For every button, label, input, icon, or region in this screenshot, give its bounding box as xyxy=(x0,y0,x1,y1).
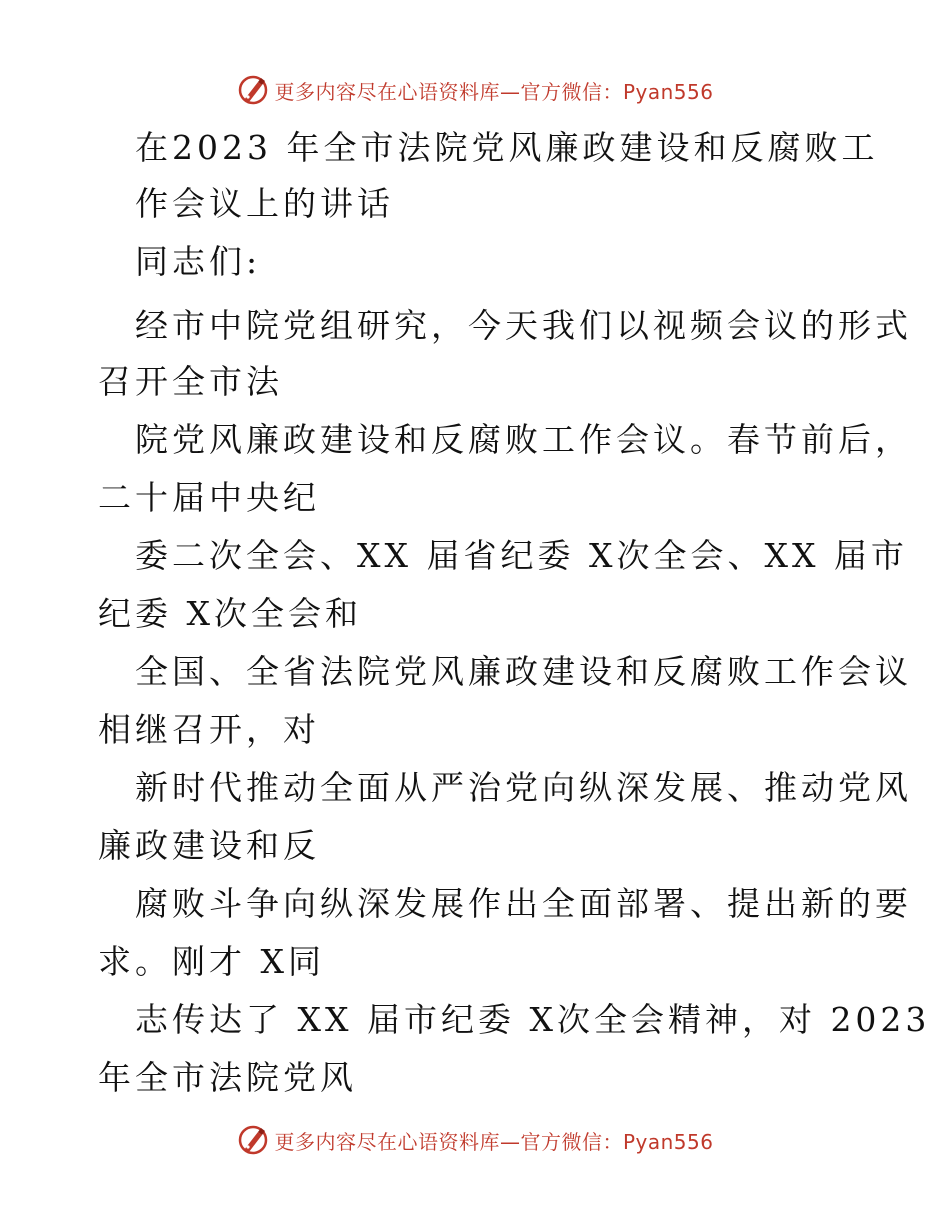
pen-nib-logo-icon xyxy=(236,1123,270,1157)
title-line-2: 作会议上的讲话 xyxy=(135,184,394,223)
paragraph-line: 腐败斗争向纵深发展作出全面部署、提出新的要 xyxy=(135,884,912,923)
pen-nib-logo-icon xyxy=(236,73,270,107)
paragraph-line: 院党风廉政建设和反腐败工作会议。春节前后， xyxy=(135,420,912,459)
paragraph-line: 求。刚才 X同 xyxy=(98,942,325,981)
title-line-1: 在2023 年全市法院党风廉政建设和反腐败工 xyxy=(135,128,879,167)
footer-watermark-banner xyxy=(0,1120,950,1160)
paragraph-line: 纪委 X次全会和 xyxy=(98,594,362,633)
paragraph-line: 二十届中央纪 xyxy=(98,478,320,517)
paragraph-line: 委二次全会、XX 届省纪委 X次全会、XX 届市 xyxy=(135,536,908,575)
salutation: 同志们: xyxy=(135,242,262,281)
paragraph-line: 志传达了 XX 届市纪委 X次全会精神，对 2023 xyxy=(135,1000,931,1039)
paragraph-line: 全国、全省法院党风廉政建设和反腐败工作会议 xyxy=(135,652,912,691)
paragraph-line: 相继召开，对 xyxy=(98,710,320,749)
paragraph-line: 年全市法院党风 xyxy=(98,1058,357,1097)
paragraph-line: 廉政建设和反 xyxy=(98,826,320,865)
header-watermark-banner xyxy=(0,70,950,110)
paragraph-line: 经市中院党组研究，今天我们以视频会议的形式 xyxy=(135,306,912,345)
paragraph-line: 召开全市法 xyxy=(98,362,283,401)
paragraph-line: 新时代推动全面从严治党向纵深发展、推动党风 xyxy=(135,768,912,807)
watermark-text: 更多内容尽在心语资料库—官方微信：Pyan556 xyxy=(274,79,714,104)
watermark-text: 更多内容尽在心语资料库—官方微信：Pyan556 xyxy=(274,1129,714,1154)
